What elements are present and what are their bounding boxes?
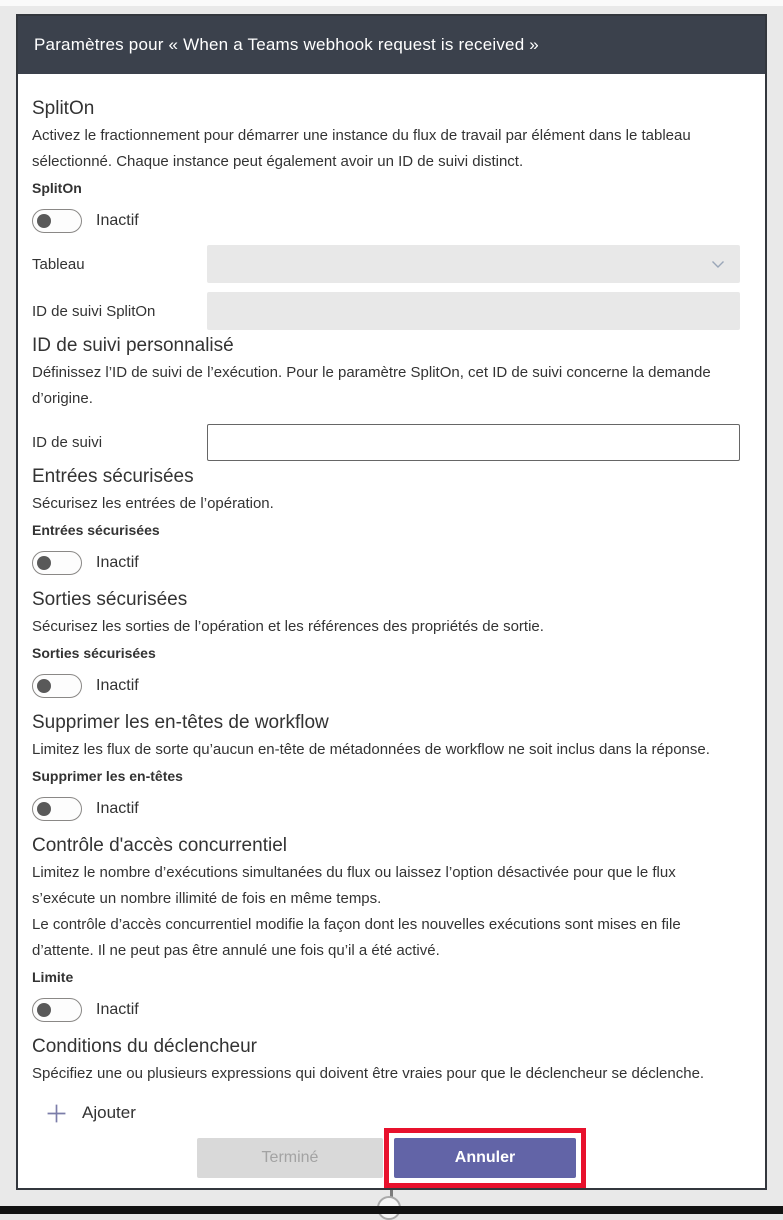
tracking-id-input[interactable] bbox=[207, 424, 740, 461]
dialog-header bbox=[18, 16, 765, 74]
section-secure-inputs bbox=[32, 466, 740, 575]
concurrency-limit-toggle[interactable] bbox=[32, 998, 82, 1022]
toggle-knob-icon bbox=[37, 802, 51, 816]
page-bottom-strip bbox=[0, 1206, 783, 1214]
dialog-title: Paramètres pour « When a Teams webhook request is received » bbox=[34, 35, 539, 54]
tableau-field-label: Tableau bbox=[32, 255, 85, 273]
section-secure-outputs bbox=[32, 589, 740, 698]
add-trigger-condition-button[interactable] bbox=[46, 1100, 136, 1126]
plus-icon bbox=[46, 1103, 67, 1124]
tracking-id-field-label: ID de suivi bbox=[32, 434, 103, 451]
section-concurrency-control bbox=[32, 835, 740, 1022]
custom-tracking-heading: ID de suivi personnalisé bbox=[32, 335, 234, 356]
concurrency-heading: Contrôle d'accès concurrentiel bbox=[32, 835, 287, 856]
dialog-body bbox=[18, 74, 765, 1129]
secure-outputs-description: Sécurisez les sorties de l’opération et les références des propriétés de sortie. bbox=[32, 618, 544, 635]
chevron-down-icon bbox=[710, 256, 726, 272]
secure-outputs-toggle-label: Sorties sécurisées bbox=[32, 645, 156, 661]
suppress-headers-heading: Supprimer les en-têtes de workflow bbox=[32, 712, 329, 733]
toggle-knob-icon bbox=[37, 1003, 51, 1017]
concurrency-toggle-state: Inactif bbox=[96, 1001, 139, 1018]
page-top-strip bbox=[0, 0, 783, 6]
secure-outputs-heading: Sorties sécurisées bbox=[32, 589, 188, 610]
custom-tracking-description: Définissez l’ID de suivi de l’exécution. Pour le paramètre SplitOn, cet ID de suivi concerne la demande d’origine. bbox=[32, 364, 711, 407]
section-spliton bbox=[32, 98, 740, 330]
concurrency-description-2: Le contrôle d’accès concurrentiel modifie la façon dont les nouvelles exécutions sont mises en file d’attente. Il ne peut pas être annulé une fois qu’il a été activé. bbox=[32, 916, 681, 959]
toggle-knob-icon bbox=[37, 214, 51, 228]
secure-inputs-description: Sécurisez les entrées de l’opération. bbox=[32, 495, 274, 512]
spliton-tracking-field-label: ID de suivi SplitOn bbox=[32, 302, 156, 320]
toggle-knob-icon bbox=[37, 556, 51, 570]
cancel-button[interactable]: Annuler bbox=[394, 1138, 576, 1178]
tableau-select bbox=[207, 245, 740, 283]
secure-inputs-toggle-label: Entrées sécurisées bbox=[32, 522, 160, 538]
section-custom-tracking-id bbox=[32, 335, 740, 461]
suppress-headers-toggle-state: Inactif bbox=[96, 800, 139, 817]
suppress-headers-description: Limitez les flux de sorte qu’aucun en-tête de métadonnées de workflow ne soit inclus dans la réponse. bbox=[32, 741, 710, 758]
concurrency-description-1: Limitez le nombre d’exécutions simultanées du flux ou laissez l’option désactivée pour que le flux s’exécute un nombre illimité de fois en même temps. bbox=[32, 864, 676, 907]
secure-outputs-toggle-state: Inactif bbox=[96, 677, 139, 694]
spliton-toggle[interactable] bbox=[32, 209, 82, 233]
section-trigger-conditions bbox=[32, 1036, 740, 1129]
toggle-knob-icon bbox=[37, 679, 51, 693]
settings-dialog bbox=[16, 14, 767, 1190]
spliton-tracking-input bbox=[207, 292, 740, 330]
secure-inputs-heading: Entrées sécurisées bbox=[32, 466, 194, 487]
suppress-headers-toggle[interactable] bbox=[32, 797, 82, 821]
annotation-highlight-box bbox=[384, 1128, 586, 1188]
spliton-toggle-label: SplitOn bbox=[32, 180, 82, 196]
spliton-toggle-state: Inactif bbox=[96, 212, 139, 229]
section-suppress-workflow-headers bbox=[32, 712, 740, 821]
secure-inputs-toggle[interactable] bbox=[32, 551, 82, 575]
dialog-footer bbox=[18, 1138, 765, 1178]
trigger-conditions-description: Spécifiez une ou plusieurs expressions qui doivent être vraies pour que le déclencheur se déclenche. bbox=[32, 1065, 705, 1082]
spliton-heading: SplitOn bbox=[32, 98, 95, 119]
suppress-headers-toggle-label: Supprimer les en-têtes bbox=[32, 768, 183, 784]
secure-outputs-toggle[interactable] bbox=[32, 674, 82, 698]
secure-inputs-toggle-state: Inactif bbox=[96, 554, 139, 571]
concurrency-toggle-label: Limite bbox=[32, 969, 74, 985]
trigger-conditions-heading: Conditions du déclencheur bbox=[32, 1036, 257, 1057]
add-button-label: Ajouter bbox=[82, 1103, 136, 1122]
done-button: Terminé bbox=[197, 1138, 383, 1178]
spliton-description: Activez le fractionnement pour démarrer une instance du flux de travail par élément dans le tableau sélectionné. Chaque instance peut également avoir un ID de suivi distinct. bbox=[32, 127, 691, 170]
